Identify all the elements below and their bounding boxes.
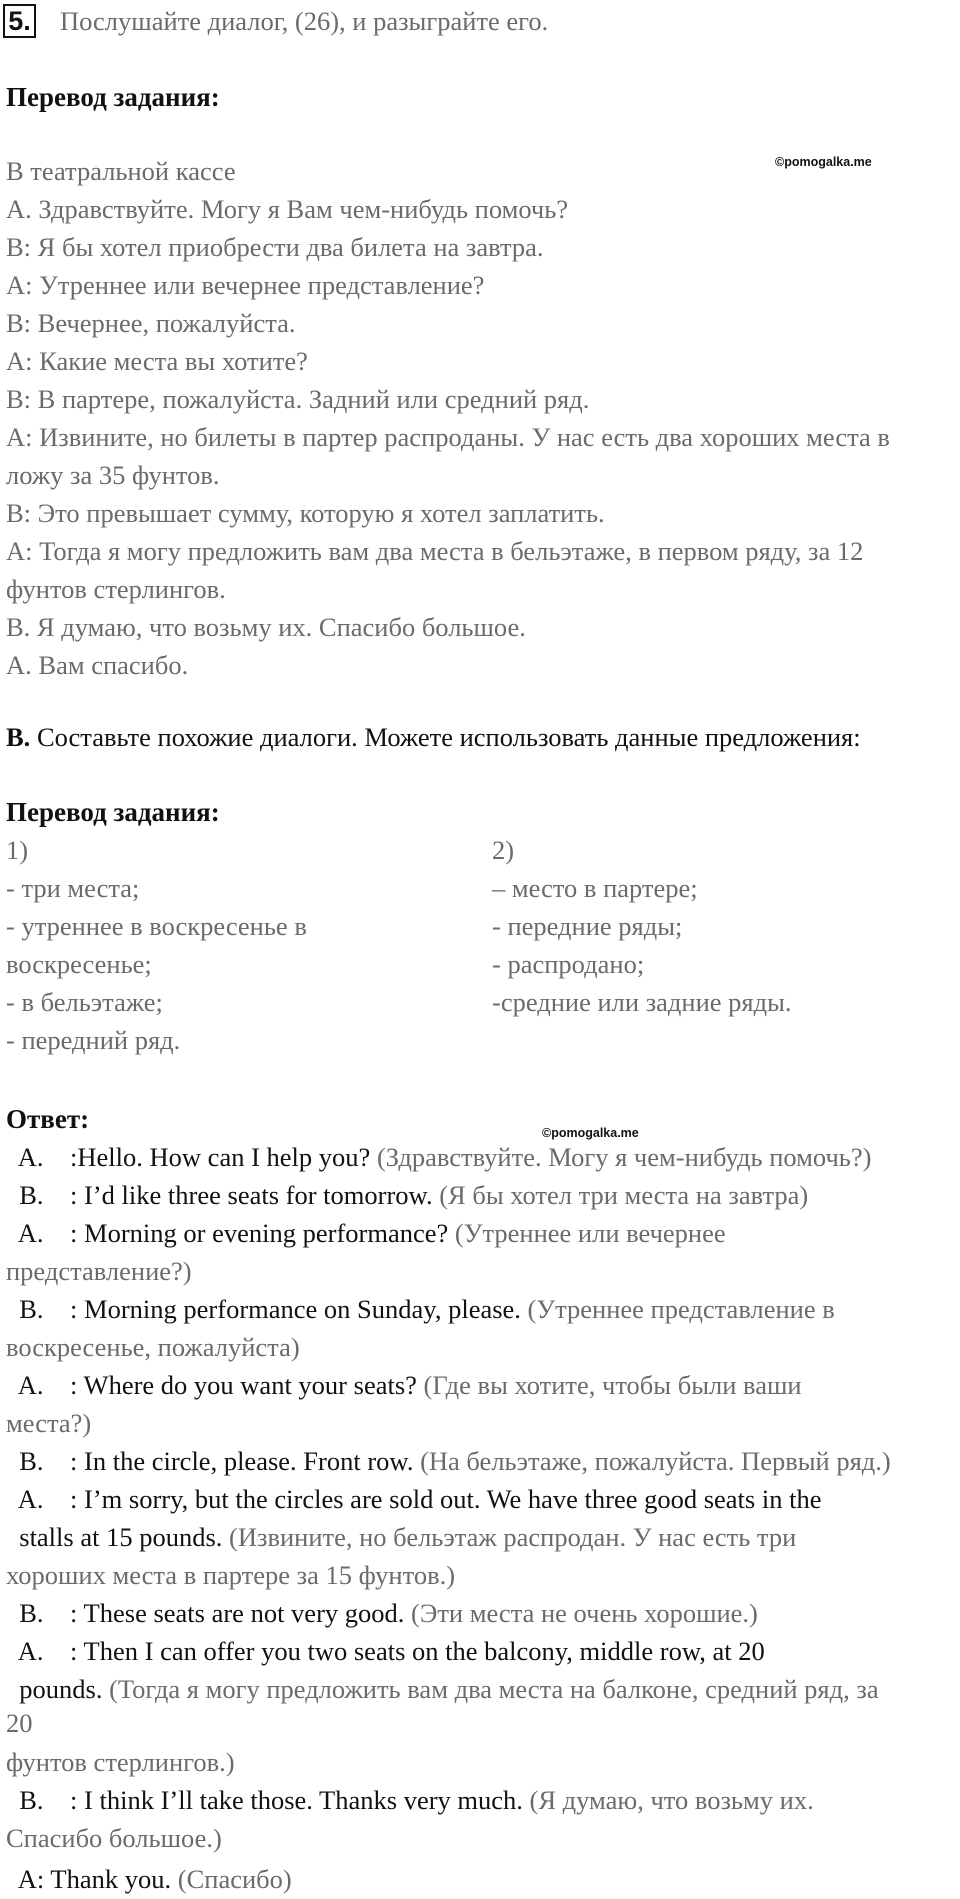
- answer-russian: (Здравствуйте. Могу я чем-нибудь помочь?): [376, 1142, 872, 1172]
- option-line: -средние или задние ряды.: [492, 987, 792, 1017]
- watermark-2: ©pomogalka.me: [542, 1126, 639, 1140]
- answer-russian: представление?): [6, 1256, 192, 1286]
- answer-russian: места?): [6, 1408, 92, 1438]
- dialog-line: А. Вам спасибо.: [6, 650, 189, 680]
- answer-line: [6, 1704, 33, 1742]
- answer-line: [6, 1328, 300, 1366]
- answer-russian: (Извините, но бельэтаж распродан. У нас есть три: [229, 1522, 797, 1552]
- answer-russian: Спасибо большое.): [6, 1823, 222, 1853]
- option-line: - передний ряд.: [6, 1025, 181, 1055]
- option-line: - передние ряды;: [492, 911, 683, 941]
- dialog-line: В театральной кассе: [6, 156, 236, 186]
- answer-russian: (Спасибо): [177, 1864, 292, 1894]
- task-number-box: 5.: [3, 4, 36, 38]
- answer-english: pounds.: [6, 1674, 110, 1704]
- option-line: 2): [492, 835, 515, 865]
- translation-heading-2: Перевод задания:: [6, 797, 220, 827]
- dialog-line: А: Тогда я могу предложить вам два места в бельэтаже, в первом ряду, за 12: [6, 536, 864, 566]
- watermark-1: ©pomogalka.me: [775, 155, 872, 169]
- answer-english: A. : Where do you want your seats?: [6, 1370, 424, 1400]
- answer-line: [6, 1860, 292, 1898]
- answer-line: [6, 1214, 726, 1252]
- dialog-line: А. Здравствуйте. Могу я Вам чем-нибудь помочь?: [6, 194, 569, 224]
- dialog-line: В: В партере, пожалуйста. Задний или средний ряд.: [6, 384, 590, 414]
- answer-english: A. :Hello. How can I help you?: [6, 1142, 377, 1172]
- option-line: - утреннее в воскресенье в: [6, 911, 307, 941]
- answer-english: A. : Morning or evening performance?: [6, 1218, 455, 1248]
- dialog-line: В: Вечернее, пожалуйста.: [6, 308, 296, 338]
- answer-line: [6, 1594, 758, 1632]
- answer-english: B. : I’d like three seats for tomorrow.: [6, 1180, 440, 1210]
- dialog-line: А: Утреннее или вечернее представление?: [6, 270, 485, 300]
- answer-english: B. : Morning performance on Sunday, please.: [6, 1294, 528, 1324]
- answer-line: [6, 1670, 879, 1708]
- task-b: [6, 718, 861, 756]
- option-line: - три места;: [6, 873, 140, 903]
- answer-russian: хороших места в партере за 15 фунтов.): [6, 1560, 456, 1590]
- dialog-line: ложу за 35 фунтов.: [6, 460, 220, 490]
- answer-line: [6, 1518, 796, 1556]
- answer-english: stalls at 15 pounds.: [6, 1522, 230, 1552]
- answer-russian: (Эти места не очень хорошие.): [411, 1598, 758, 1628]
- answer-russian: (На бельэтаже, пожалуйста. Первый ряд.): [420, 1446, 891, 1476]
- option-line: 1): [6, 835, 29, 865]
- answer-line: [6, 1404, 91, 1442]
- dialog-line: В. Я думаю, что возьму их. Спасибо большое.: [6, 612, 526, 642]
- answer-english: A. : Then I can offer you two seats on the balcony, middle row, at 20: [6, 1636, 765, 1666]
- option-line: – место в партере;: [492, 873, 698, 903]
- dialog-line: фунтов стерлингов.: [6, 574, 226, 604]
- answer-line: [6, 1480, 821, 1518]
- answer-line: [6, 1556, 455, 1594]
- answer-heading: Ответ:: [6, 1104, 90, 1134]
- answer-line: [6, 1176, 808, 1214]
- answer-english: B. : These seats are not very good.: [6, 1598, 412, 1628]
- dialog-line: В: Я бы хотел приобрести два билета на завтра.: [6, 232, 544, 262]
- answer-line: [6, 1632, 765, 1670]
- answer-english: B. : In the circle, please. Front row.: [6, 1446, 421, 1476]
- answer-russian: (Утреннее или вечернее: [454, 1218, 726, 1248]
- answer-russian: (Утреннее представление в: [527, 1294, 835, 1324]
- answer-english: A: Thank you.: [6, 1864, 178, 1894]
- task-b-text: Составьте похожие диалоги. Можете использовать данные предложения:: [30, 722, 861, 752]
- answer-russian: фунтов стерлингов.): [6, 1747, 235, 1777]
- answer-line: [6, 1442, 891, 1480]
- answer-russian: 20: [6, 1708, 33, 1738]
- dialog-line: А: Извините, но билеты в партер распроданы. У нас есть два хороших места в: [6, 422, 890, 452]
- answer-russian: (Где вы хотите, чтобы были ваши: [423, 1370, 802, 1400]
- task-instruction: Послушайте диалог, (26), и разыграйте его.: [60, 6, 549, 36]
- answer-russian: (Я думаю, что возьму их.: [529, 1785, 814, 1815]
- option-line: - в бельэтаже;: [6, 987, 163, 1017]
- answer-english: B. : I think I’ll take those. Thanks very much.: [6, 1785, 530, 1815]
- answer-russian: (Я бы хотел три места на завтра): [439, 1180, 809, 1210]
- option-line: воскресенье;: [6, 949, 152, 979]
- answer-russian: воскресенье, пожалуйста): [6, 1332, 300, 1362]
- answer-line: [6, 1138, 871, 1176]
- option-line: - распродано;: [492, 949, 645, 979]
- answer-english: A. : I’m sorry, but the circles are sold out. We have three good seats in the: [6, 1484, 822, 1514]
- answer-line: [6, 1819, 222, 1857]
- answer-line: [6, 1366, 802, 1404]
- answer-russian: (Тогда я могу предложить вам два места на балконе, средний ряд, за: [109, 1674, 879, 1704]
- answer-line: [6, 1781, 814, 1819]
- answer-line: [6, 1252, 192, 1290]
- dialog-line: А: Какие места вы хотите?: [6, 346, 308, 376]
- task-b-label: B.: [6, 722, 31, 752]
- dialog-line: В: Это превышает сумму, которую я хотел заплатить.: [6, 498, 605, 528]
- answer-line: [6, 1290, 835, 1328]
- translation-heading-1: Перевод задания:: [6, 82, 220, 112]
- answer-line: [6, 1743, 235, 1781]
